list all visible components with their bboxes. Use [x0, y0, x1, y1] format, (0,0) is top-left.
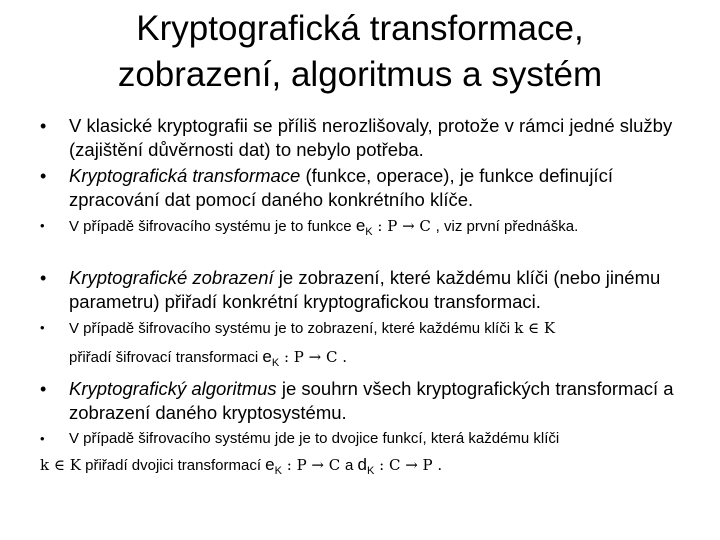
formula-k-in-k: k ∈ K: [514, 319, 556, 337]
bullet-text-rest: je zobrazení, které každému klíči (nebo jinému parametru) přiřadí konkrétní kryptografickou transformaci.: [69, 267, 661, 312]
symbol-e: e: [262, 347, 272, 366]
term-kryptograficka-transformace: Kryptografická transformace: [69, 165, 301, 186]
bullet-icon: •: [40, 431, 45, 446]
text-line: [69, 346, 700, 374]
bullet-text: [69, 377, 700, 425]
bullet-icon: •: [40, 268, 47, 288]
bullet-text: [69, 215, 700, 243]
text-line: V případě šifrovacího systému jde je to dvojice funkcí, která každému klíči: [69, 430, 560, 447]
sub-bullet-item-7: [40, 428, 700, 482]
subscript-k: K: [274, 465, 282, 477]
sub-bullet-item-3: [40, 215, 700, 243]
subscript-k: K: [365, 226, 373, 238]
bullet-item-6: [40, 377, 700, 425]
formula-mapping-e: : P → C: [281, 456, 346, 474]
bullet-text: [69, 317, 700, 374]
bullet-icon: •: [40, 320, 45, 335]
bullet-icon: •: [40, 116, 47, 136]
text-part: přiřadí šifrovací transformaci: [69, 349, 263, 366]
formula-dk: [357, 455, 375, 477]
bullet-text: V klasické kryptografii se příliš nerozlišovaly, protože v rámci jedné služby (zajištění důvěrnosti dat) to nebylo potřeba.: [69, 115, 673, 160]
bullet-item-2: [40, 164, 700, 212]
bullet-item-1: [40, 114, 700, 162]
bullet-item-4: [40, 266, 700, 314]
text-part: a: [345, 457, 358, 474]
text-part: V případě šifrovacího systému je to funkce: [69, 218, 356, 235]
bullet-text-rest: je souhrn všech kryptografických transformací a zobrazení daného kryptosystému.: [69, 378, 674, 423]
formula-ek: [262, 347, 280, 369]
bullet-text: [69, 164, 700, 212]
subscript-k: K: [271, 357, 280, 369]
subscript-k: K: [367, 465, 375, 477]
formula-ek: [265, 455, 282, 477]
term-kryptograficky-algoritmus: Kryptografický algoritmus: [69, 378, 277, 399]
symbol-d: d: [357, 455, 368, 474]
sub-bullet-item-5: [40, 317, 700, 374]
formula-mapping-d: : C → P .: [374, 456, 443, 474]
bullet-icon: •: [40, 166, 47, 186]
text-part: přiřadí dvojici transformací: [80, 457, 266, 474]
bullet-icon: •: [40, 218, 45, 233]
bullet-text: [69, 266, 700, 314]
text-line: [40, 454, 700, 482]
bullet-text-rest: (funkce, operace), je funkce definující zpracování dat pomocí daného konkrétního klíče.: [69, 165, 613, 210]
formula-k-in-k: k ∈ K: [40, 456, 81, 474]
formula-mapping: : P → C .: [279, 348, 348, 366]
title-line-1: Kryptografická transformace,: [136, 9, 584, 48]
title-line-2: zobrazení, algoritmus a systém: [117, 55, 603, 94]
symbol-e: e: [265, 455, 275, 474]
bullet-icon: •: [40, 379, 47, 399]
formula-mapping: : P → C: [372, 217, 436, 235]
bullet-text: [40, 428, 700, 482]
formula-ek: [355, 216, 373, 238]
symbol-e: e: [355, 216, 366, 235]
text-part: V případě šifrovacího systému je to zobrazení, které každému klíči: [69, 320, 515, 337]
text-part: , viz první přednáška.: [435, 218, 579, 235]
term-kryptograficke-zobrazeni: Kryptografické zobrazení: [69, 267, 274, 288]
text-line: [69, 317, 700, 340]
